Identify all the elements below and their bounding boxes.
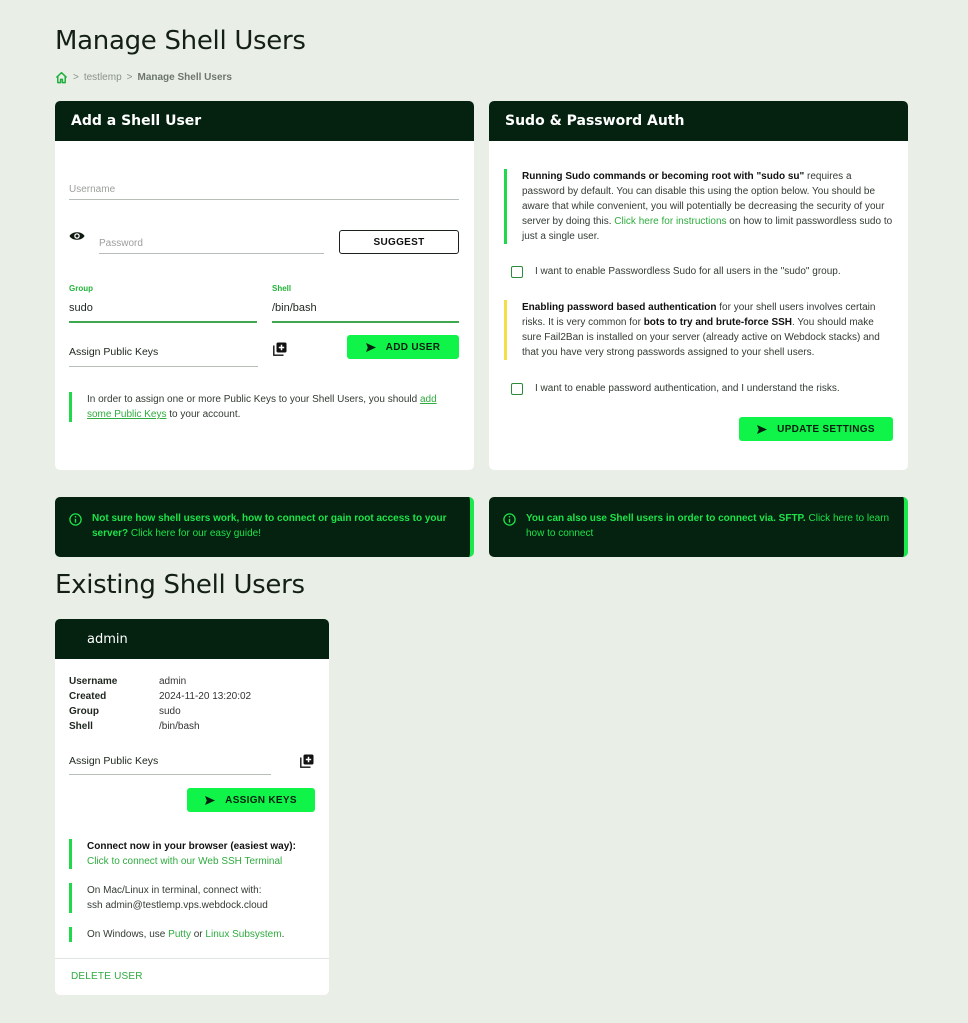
suggest-button[interactable]: SUGGEST [339, 230, 459, 254]
sudo-note-bold: Running Sudo commands or becoming root with "sudo su" [522, 171, 805, 182]
linux-subsystem-link[interactable]: Linux Subsystem [205, 929, 282, 940]
ssh-command: ssh admin@testlemp.vps.webdock.cloud [87, 900, 268, 911]
password-auth-note [504, 300, 894, 360]
info-icon [69, 513, 82, 557]
shell-label: Shell [272, 284, 292, 293]
connect-browser-note [69, 839, 309, 869]
breadcrumb [55, 71, 232, 84]
sudo-note-text: requires a password by default. You can disable this using the option below. You should be aware that while convenient, you will potentially be decreasing the security of your server by doing this. [522, 171, 885, 227]
add-user-button[interactable] [347, 335, 459, 359]
chevron-right-icon: > [126, 72, 133, 83]
assign-keys-label: ASSIGN KEYS [225, 794, 297, 806]
page-title: Manage Shell Users [55, 26, 306, 56]
add-key-icon[interactable] [273, 342, 286, 355]
note-text: In order to assign one or more Public Keys to your Shell Users, you should [87, 394, 420, 405]
detail-value: /bin/bash [159, 721, 200, 732]
sudo-note-tail: on how to limit passwordless sudo to just a single user. [522, 216, 893, 242]
send-icon [757, 425, 767, 434]
group-select[interactable] [69, 298, 257, 323]
public-keys-note [69, 392, 449, 422]
passwordless-sudo-label: I want to enable Passwordless Sudo for all users in the "sudo" group. [535, 266, 841, 277]
sftp-bold: You can also use Shell users in order to connect via. SFTP. [526, 513, 806, 524]
sftp-link[interactable]: Click here to learn how to connect [526, 513, 890, 539]
send-icon [366, 343, 376, 352]
add-user-heading: Add a Shell User [55, 101, 474, 141]
windows-note [69, 927, 309, 942]
pw-note-text-1: for your shell users involves certain risks. It is very common for [522, 302, 876, 328]
detail-value: 2024-11-20 13:20:02 [159, 691, 252, 702]
connect-browser-title: Connect now in your browser (easiest way): [87, 841, 296, 852]
shell-value: /bin/bash [272, 302, 317, 314]
sudo-instructions-link[interactable]: Click here for instructions [614, 216, 727, 227]
eye-icon[interactable] [69, 229, 85, 247]
note-tail: to your account. [166, 409, 241, 420]
user-card-heading: admin [55, 619, 329, 659]
detail-key: Shell [69, 721, 93, 732]
period-text: . [281, 929, 285, 940]
or-text: or [190, 929, 206, 940]
add-user-label: ADD USER [385, 341, 441, 353]
passwordless-sudo-checkbox[interactable] [511, 266, 523, 278]
shell-select[interactable] [272, 298, 459, 323]
pw-note-text-2: . You should make sure Fail2Ban is installed on your server (already active on Webdock stacks) and that you have very strong passwords assigned to your shell users. [522, 317, 880, 358]
user-detail-row [69, 674, 309, 689]
shell-guide-banner[interactable] [55, 497, 474, 557]
add-key-icon[interactable] [300, 754, 313, 767]
delete-user-link[interactable]: DELETE USER [71, 971, 143, 982]
detail-key: Created [69, 691, 107, 702]
password-placeholder: Password [99, 238, 143, 249]
password-auth-checkbox[interactable] [511, 383, 523, 395]
assign-keys-button[interactable] [187, 788, 315, 812]
update-settings-label: UPDATE SETTINGS [777, 423, 875, 435]
existing-users-title: Existing Shell Users [55, 570, 305, 600]
sftp-banner[interactable] [489, 497, 908, 557]
shell-guide-link[interactable]: Click here for our easy guide! [128, 528, 261, 539]
username-field[interactable] [69, 179, 459, 200]
username-placeholder: Username [69, 184, 116, 195]
add-user-card [55, 101, 474, 470]
sftp-text [526, 511, 890, 557]
shell-guide-text [92, 511, 456, 557]
add-public-keys-link[interactable]: add some Public Keys [87, 394, 437, 420]
group-value: sudo [69, 302, 93, 314]
user-detail-row [69, 719, 309, 734]
detail-value: admin [159, 676, 187, 687]
chevron-right-icon: > [73, 72, 79, 83]
sudo-note [504, 169, 894, 244]
send-icon [205, 796, 215, 805]
user-card-admin [55, 619, 329, 995]
mac-linux-note [69, 883, 309, 913]
user-assign-keys-select[interactable] [69, 751, 271, 775]
windows-text: On Windows, use [87, 929, 169, 940]
sudo-auth-heading: Sudo & Password Auth [489, 101, 908, 141]
pw-note-bold-2: bots to try and brute-force SSH [643, 317, 793, 328]
group-label: Group [69, 284, 93, 293]
detail-key: Group [69, 706, 99, 717]
detail-value: sudo [159, 706, 181, 717]
password-auth-label: I want to enable password authentication, and I understand the risks. [535, 383, 840, 394]
putty-link[interactable]: Putty [168, 929, 191, 940]
user-assign-keys-label: Assign Public Keys [69, 755, 159, 767]
divider [55, 958, 329, 959]
breadcrumb-current: Manage Shell Users [137, 72, 232, 83]
home-icon[interactable] [55, 71, 68, 84]
user-detail-row [69, 689, 309, 704]
password-field[interactable] [99, 233, 324, 254]
assign-public-keys-label: Assign Public Keys [69, 346, 159, 358]
breadcrumb-server[interactable]: testlemp [83, 72, 122, 83]
pw-note-bold-1: Enabling password based authentication [522, 302, 717, 313]
detail-key: Username [69, 676, 118, 687]
assign-public-keys-select[interactable] [69, 342, 258, 367]
user-detail-row [69, 704, 309, 719]
web-ssh-link[interactable]: Click to connect with our Web SSH Terminal [87, 856, 283, 867]
mac-linux-text: On Mac/Linux in terminal, connect with: [87, 885, 262, 896]
update-settings-button[interactable] [739, 417, 893, 441]
shell-guide-bold: Not sure how shell users work, how to connect or gain root access to your server? [92, 513, 447, 539]
info-icon [503, 513, 516, 557]
sudo-auth-card [489, 101, 908, 470]
